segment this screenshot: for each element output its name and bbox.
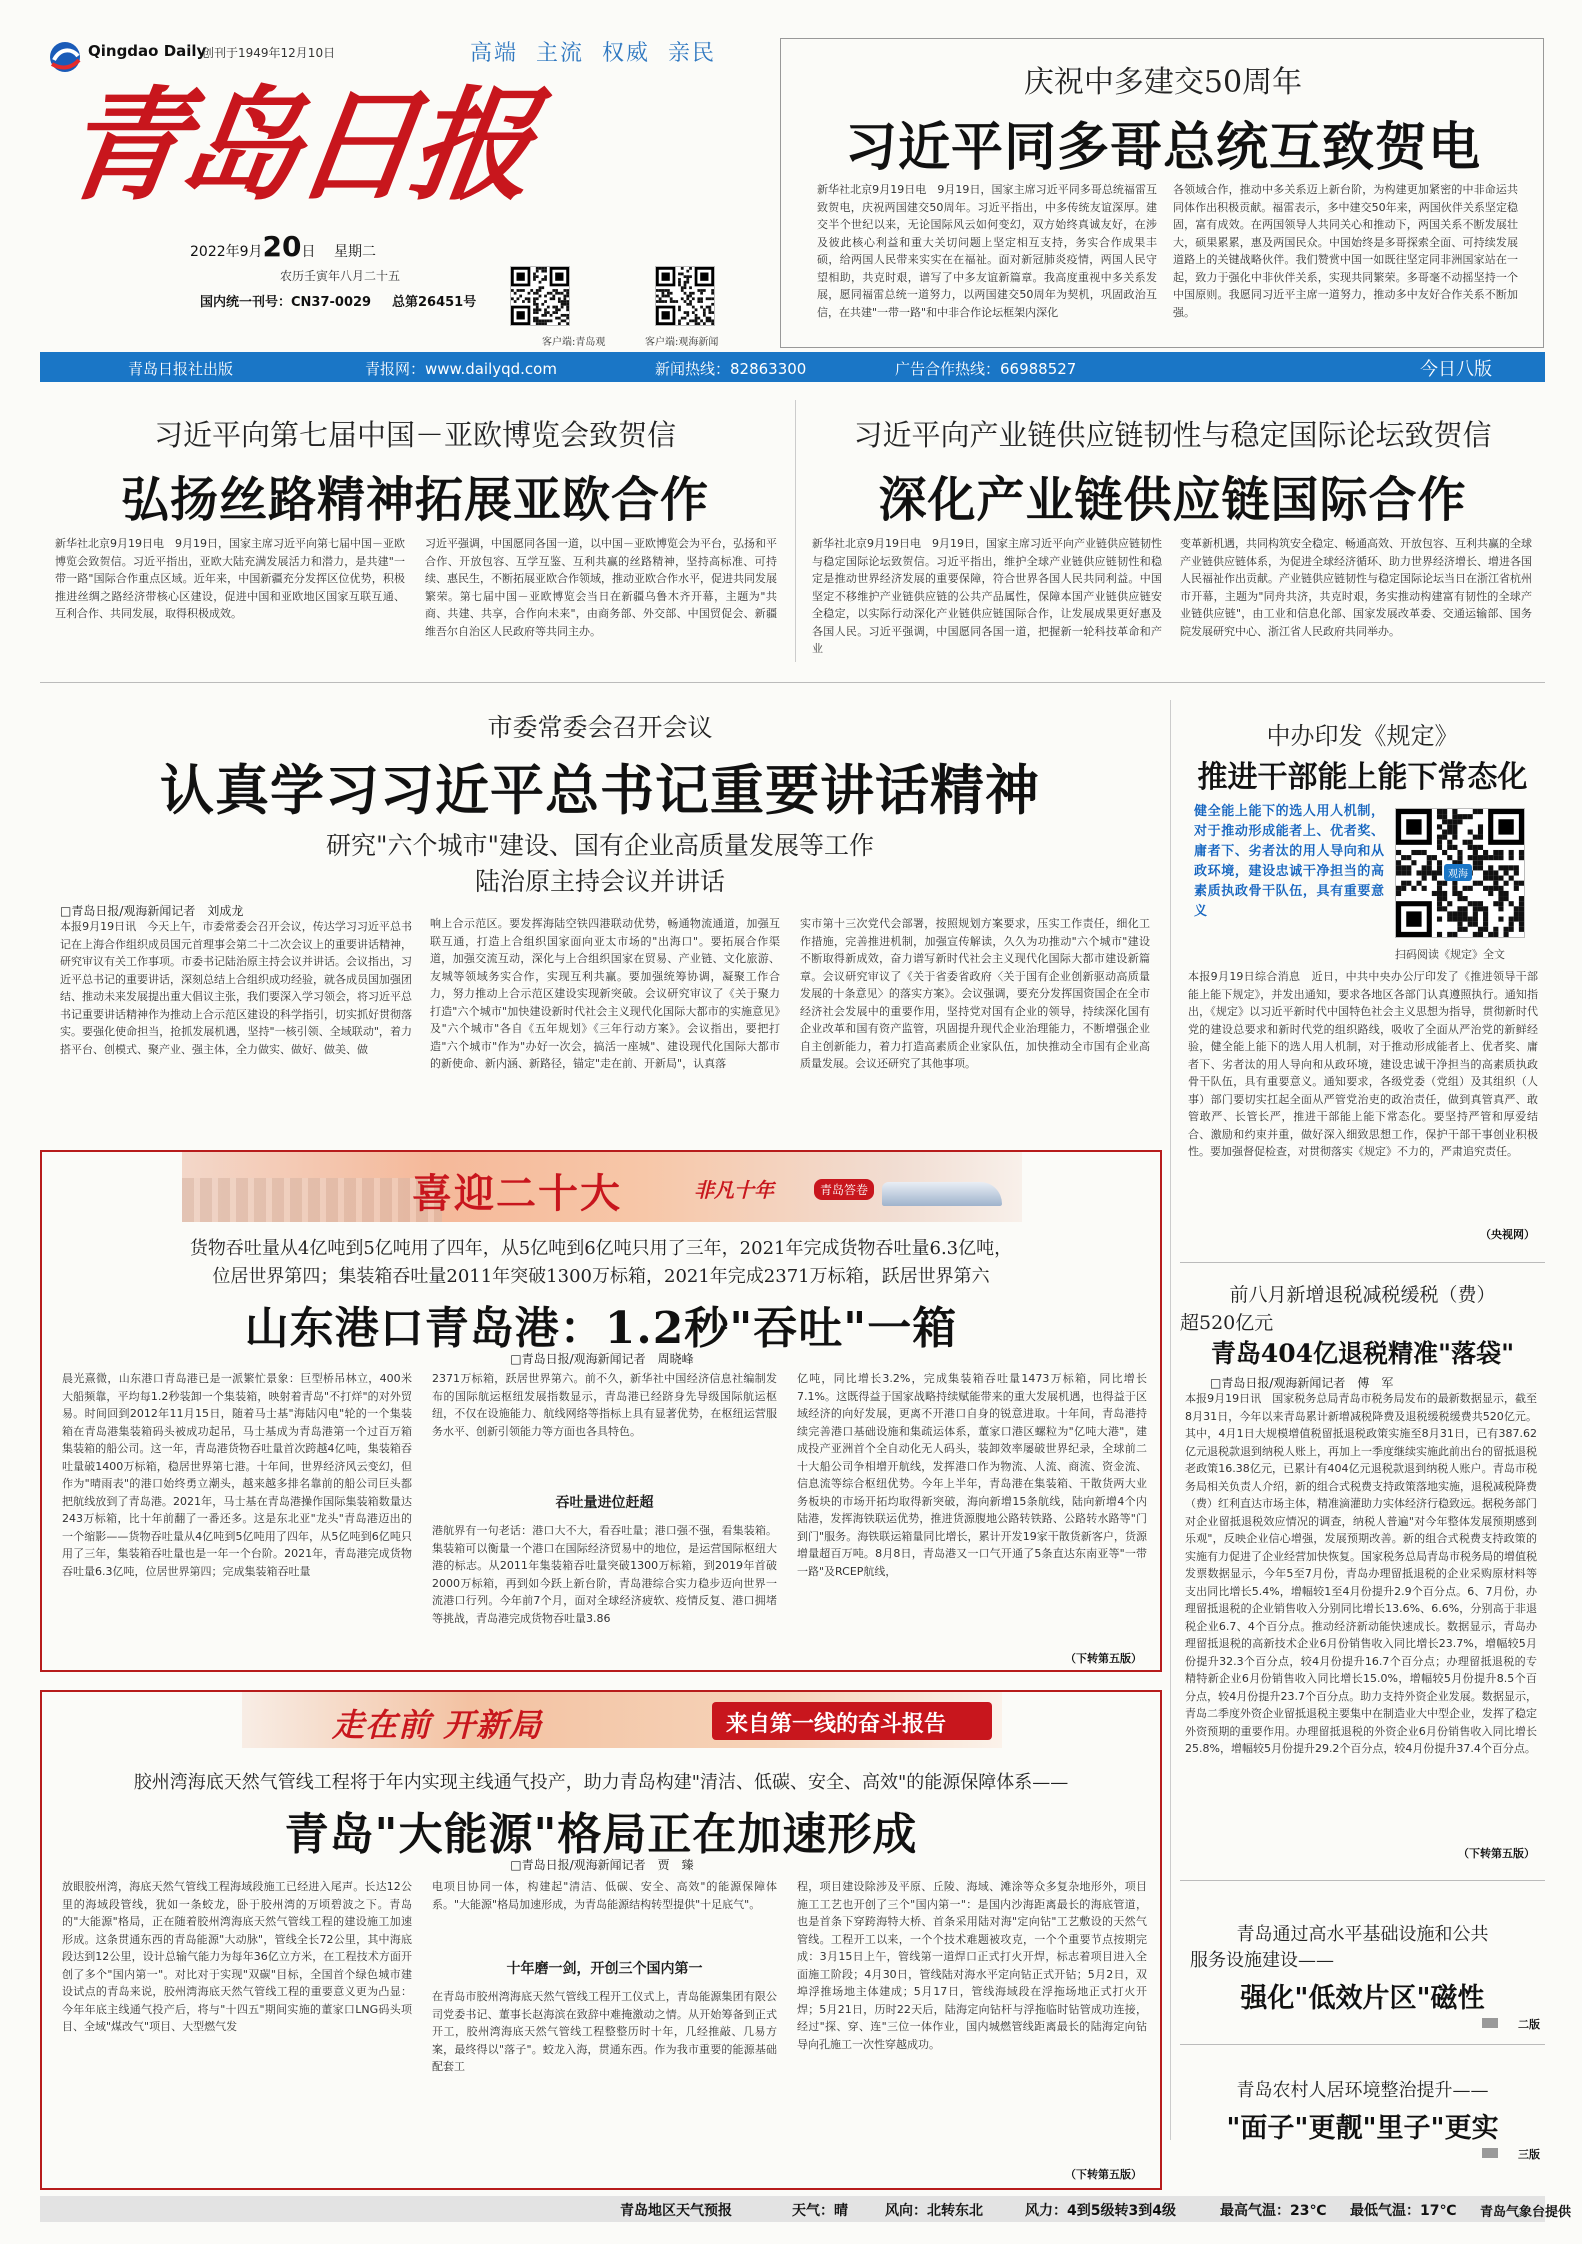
tax-text: 本报9月19日讯 国家税务总局青岛市税务局发布的最新数据显示，截至8月31日，今年以来青岛累计新增减税降费及退税缓税缓费共520亿元。其中，4月1日大规模增值税留抵退税政策实施至8月31日，已有387.62亿元退税款退到纳税人账上，再加上一季度继续实施此前出台的留抵退税老政策16.38亿元，已累计有404亿元退税款退到纳税人账户。青岛市税务局相关负责人介绍，新的组合式税费支持政策落地实施，退税减税降费（费）红利直达市场主体，精准滴灌助力实体经济行稳致远。据税务部门对企业留抵退税效应情况的调查，纳税人普遍"对今年整体发展预期感到乐观"，反映企业信心增强，发展预期改善。新的组合式税费支持政策的实施有力促进了企业经营加快恢复。国家税务总局青岛市税务局的增值税发票数据显示，今年5至7月份，青岛办理留抵退税的企业采购原材料等支出同比增长5.4%，增幅较1至4月份提升2.9个百分点。6、7月份，办理留抵退税的企业销售收入分别同比增长13.6%、6.6%，分别高于非退税企业6.7、4个百分点。推动经济新动能快速成长。数据显示，青岛办理留抵退税的高新技术企业6月份销售收入同比增长23.7%，增幅较5月份提升32.3个百分点，较4月份提升16.7个百分点；办理留抵退税的专精特新企业6月份销售收入同比增长15.0%，增幅较5月份提升8.5个百分点，较4月份提升23.7个百分点。助力支持外资企业发展。数据显示，青岛二季度外资企业留抵退税主要集中在制造业大中型企业，发挥了稳定外资预期的重要作用。办理留抵退税的外资企业6月份销售收入同比增长25.8%，增幅较5月份提升29.2个百分点，较4月份提升37.4个百分点。: [1185, 1392, 1537, 1755]
teaser2-kicker2: 服务设施建设——: [1190, 1950, 1334, 1971]
committee-sub2: 陆治原主持会议并讲话: [474, 867, 725, 896]
teaser3-page-marker: [1482, 2148, 1498, 2158]
slogan: 高端 主流 权威 亲民: [470, 41, 716, 66]
cadre-qr-caption: 扫码阅读《规定》全文: [1395, 948, 1505, 961]
port-headline: 山东港口青岛港：1.2秒"吞吐"一箱: [244, 1303, 958, 1354]
cadre-headline: 推进干部能上能下常态化: [1197, 760, 1528, 795]
eurasia-headline: 弘扬丝路精神拓展亚欧合作: [120, 472, 709, 528]
port-col1: 晨光熹微，山东港口青岛港已是一派繁忙景象：巨型桥吊林立，400米大船频靠，平均每1.2秒装卸一个集装箱，映射着青岛"不打烊"的对外贸易。时间回到2012年11月15日，随着马士基"海陆闪电"轮的一个集装箱在青岛港集装箱码头被成功起吊，马士基成为青岛港第一个过百万箱集装箱的船公司。这一年，青岛港货物吞吐量首次跨越4亿吨，集装箱吞吐量破1400万标箱，稳居世界第七港。十年间，世界经济风云变幻，但作为"晴雨表"的港口始终勇立潮头，越来越多排名靠前的船公司巨头都把航线放到了青岛港。2021年，马士基在青岛港操作国际集装箱数量达243万标箱，比十年前翻了一番还多。这是东北亚"龙头"青岛港迈出的一个缩影——货物吞吐量从4亿吨到5亿吨用了四年，从5亿吨到6亿吨只用了三年，集装箱吞吐量也是一年一个台阶。2021年，青岛港完成货物吞吐量6.3亿吨，位居世界第四；完成集装箱吞吐量: [62, 1372, 412, 1578]
teaser3-kicker: 青岛农村人居环境整治提升——: [1236, 2080, 1489, 2101]
energy-banner-right: [712, 1702, 992, 1740]
supply-kicker: 习近平向产业链供应链韧性与稳定国际论坛致贺信: [853, 418, 1492, 452]
energy-banner-left: 走在前 开新局: [332, 1706, 543, 1744]
date-prefix: 2022年9月: [190, 244, 263, 260]
energy-banner-right-text: 来自第一线的奋斗报告: [726, 1712, 947, 1737]
teaser3-page: 三版: [1518, 2148, 1540, 2161]
energy-continued: （下转第五版）: [1065, 2168, 1142, 2181]
energy-col3: 程，项目建设除涉及平原、丘陵、海域、滩涂等众多复杂地形外，项目施工工艺也开创了三个"国内第一"：是国内沙海距离最长的海底管道，也是首条下穿跨海特大桥、首条采用陆对海"定向钻"工艺敷设的天然气管线。工程开工以来，一个个技术难题被攻克，一个个重要节点按期完成：3月15日上午，管线第一道焊口正式打火开焊，标志着项目进入全面施工阶段；4月30日，管线陆对海水平定向钻正式开钻；5月2日，双埠浮推场地主体建成；5月17日，管线海域段在浮拖场地正式打火开焊；5月21日，历时22天后，陆海定向钻杆与浮拖临时钻管成功连接，经过"探、穿、连"三位一体作业，国内城燃管线距离最长的陆海定向钻导向孔施工一次性穿越成功。: [797, 1880, 1147, 2051]
teaser2-headline: 强化"低效片区"磁性: [1240, 1983, 1485, 2014]
tax-kicker: 前八月新增退税减税缓税（费）: [1229, 1284, 1496, 1306]
lead-story: [780, 38, 1544, 348]
weather-condition: 天气：晴: [792, 2203, 848, 2219]
committee-kicker: 市委常委会召开会议: [487, 713, 713, 742]
port-col2a: 2371万标箱，跃居世界第六。前不久，新华社中国经济信息社编制发布的国际航运枢纽发展指数显示，青岛港已经跻身先导级国际航运枢纽，不仅在设施能力、航线网络等指标上具有显著优势，在枢纽运营服务水平、创新引领能力等方面也各具特色。: [432, 1372, 777, 1438]
publisher-bar: [40, 352, 1545, 382]
tax-continued: （下转第五版）: [1458, 1847, 1535, 1860]
weather-wind-direction: 风向：北转东北: [885, 2203, 983, 2219]
founded-date: 创刊于1949年12月10日: [202, 46, 336, 60]
qr-code-app-1[interactable]: [510, 266, 570, 326]
weather-wind-force: 风力：4到5级转3到4级: [1025, 2203, 1176, 2219]
qr-pattern-1: [511, 267, 569, 325]
page-count: 今日八版: [1420, 359, 1492, 380]
story-supply-chain: [800, 395, 1545, 670]
side1-bottom-rule: [1180, 1262, 1545, 1263]
energy-subhead: 十年磨一剑，开创三个国内第一: [506, 1961, 703, 1977]
lead-headline: 习近平同多哥总统互致贺电: [844, 117, 1481, 178]
supply-text-a: 新华社北京9月19日电 9月19日，国家主席习近平向产业链供应链韧性与稳定国际论坛致贺信。习近平指出，维护全球产业链供应链韧性和稳定是推动世界经济发展的重要保障，符合世界各国人民共同利益。中国坚定不移维护产业链供应链的公共产品属性，保障本国产业链供应链安全稳定，以实际行动深化产业链供应链国际合作，让发展成果更好惠及各国人民。习近平强调，中国愿同各国一道，把握新一轮科技革命和产业: [812, 537, 1162, 655]
qr1-caption: 客户端:青岛观: [542, 337, 606, 348]
story-tax-refund: [1180, 1270, 1545, 1870]
tax-bottom-rule: [1180, 1880, 1545, 1881]
teaser-rural-environment[interactable]: [1180, 2050, 1545, 2190]
cadre-source: （央视网）: [1480, 1228, 1535, 1241]
supply-headline: 深化产业链供应链国际合作: [878, 472, 1467, 528]
port-banner: [182, 1152, 1022, 1222]
weather-footer: [40, 2196, 1572, 2222]
teaser2-page: 二版: [1518, 2018, 1540, 2031]
port-byline: □青岛日报/观海新闻记者 周晓峰: [510, 1352, 694, 1366]
sidebar-divider: [1170, 700, 1171, 2140]
date-suffix: 日: [301, 244, 316, 260]
weather-provider: 青岛气象台提供: [1480, 2205, 1572, 2220]
qr2-caption: 客户端:观海新闻: [645, 337, 719, 348]
energy-col2b: 在青岛市胶州湾海底天然气管线工程开工仪式上，青岛能源集团有限公司党委书记、董事长赵海滨在致辞中难掩激动之情。从开始筹备到正式开工，胶州湾海底天然气管线工程整整历时十年，几经推敲、几易方案，最终得以"落子"。蛟龙入海，贯通东西。作为我市重要的能源基础配套工: [432, 1990, 777, 2073]
row2-divider: [795, 400, 796, 662]
port-col2b: 港航界有一句老话：港口大不大，看吞吐量；港口强不强，看集装箱。集装箱可以衡量一个港口在国际经济贸易中的地位，是运营国际枢纽大港的标志。从2011年集装箱吞吐量突破1300万标箱，到2019年首破2000万标箱，再到如今跃上新台阶，青岛港综合实力稳步迈向世界一流港口行列。今年前7个月，面对全球经济疲软、疫情反复、港口拥堵等挑战，青岛港完成货物吞吐量3.86: [432, 1524, 777, 1625]
story-cadre-rules: [1180, 700, 1545, 1260]
cadre-qr-code[interactable]: [1395, 808, 1525, 938]
committee-headline: 认真学习习近平总书记重要讲话精神: [160, 758, 1040, 822]
cadre-kicker: 中办印发《规定》: [1266, 722, 1459, 750]
supply-text-b: 变革新机遇，共同构筑安全稳定、畅通高效、开放包容、互利共赢的全球产业链供应链体系，为促进全球经济循环、助力世界经济增长、增进各国人民福祉作出贡献。产业链供应链韧性与稳定国际论坛当日在浙江省杭州市开幕，主题为"同舟共济，共克时艰，务实推动构建富有韧性的全球产业链供应链"，由工业和信息化部、国家发展改革委、交通运输部、国务院发展研究中心、浙江省人民政府共同举办。: [1180, 537, 1532, 638]
masthead: [40, 30, 780, 348]
committee-byline: □青岛日报/观海新闻记者 刘成龙: [60, 904, 244, 918]
news-hotline: 新闻热线：82863300: [655, 360, 807, 378]
port-continued: （下转第五版）: [1065, 1652, 1142, 1665]
teaser2-page-marker: [1482, 2018, 1498, 2028]
qr-code-app-2[interactable]: [655, 266, 715, 326]
teaser-low-efficiency[interactable]: [1180, 1890, 1545, 2040]
story-eurasia-expo: [40, 395, 790, 670]
teaser2-kicker1: 青岛通过高水平基础设施和公共: [1236, 1924, 1489, 1945]
weather-min-temp: 最低气温：17℃: [1350, 2203, 1457, 2219]
energy-col1: 放眼胶州湾，海底天然气管线工程海域段施工已经进入尾声。长达12公里的海域段管线，犹如一条蛟龙，卧于胶州湾的万顷碧波之下。青岛的"大能源"格局，正在随着胶州湾海底天然气管线工程的建设施工加速形成。这条贯通东西的青岛能源"大动脉"，管线全长72公里，其中海底段达到12公里，设计总输气能力为每年36亿立方米，在工程技术方面开创了多个"国内第一"。对比对于实现"双碳"目标，全国首个绿色城市建设试点的青岛来说，胶州湾海底天然气管线工程的重要意义更为凸显：今年年底主线通气投产后，将与"十四五"期间实施的董家口LNG码头项目、全域"煤改气"项目、大型燃气发: [62, 1880, 412, 2033]
committee-sub1: 研究"六个城市"建设、国有企业高质量发展等工作: [326, 831, 874, 860]
port-banner-title: 喜迎二十大: [412, 1170, 622, 1217]
publisher: 青岛日报社出版: [128, 360, 234, 378]
lead-kicker: 庆祝中多建交50周年: [1023, 65, 1303, 100]
port-subhead: 吞吐量进位赶超: [555, 1495, 654, 1511]
teaser3-headline: "面子"更靓"里子"更实: [1226, 2113, 1499, 2144]
date-day: 20: [262, 230, 302, 263]
eurasia-text-b: 习近平强调，中国愿同各国一道，以中国－亚欧博览会为平台，弘扬和平合作、开放包容、互学互鉴、互利共赢的丝路精神，坚持高标准、可持续、惠民生，不断拓展亚欧合作领域，推动亚欧合作水平，促进共同发展繁荣。第七届中国－亚欧博览会当日在新疆乌鲁木齐开幕，主题为"共商、共建、共享，合作向未来"，由商务部、外交部、中国贸促会、新疆维吾尔自治区人民政府等共同主办。: [425, 537, 777, 638]
energy-byline: □青岛日报/观海新闻记者 贾 臻: [510, 1858, 694, 1872]
committee-col1: 本报9月19日讯 今天上午，市委常委会召开会议，传达学习习近平总书记在上海合作组织成员国元首理事会第二十二次会议上的重要讲话精神，研究审议有关工作事项。市委书记陆治原主持会议并讲话。会议指出，习近平总书记的重要讲话，深刻总结上合组织成功经验，就各成员国加强团结、推动未来发展提出重大倡议主张，我们要深入学习领会，将习近平总书记重要讲话精神作为推动上合示范区建设的科学指引，切实抓好贯彻落实。要强化使命担当，抢抓发展机遇，坚持"一核引领、全域联动"，着力搭平台、创模式、聚产业、强主体，全力做实、做好、做美、做: [60, 920, 412, 1056]
eurasia-kicker: 习近平向第七届中国－亚欧博览会致贺信: [153, 418, 676, 452]
website-link[interactable]: 青报网：www.dailyqd.com: [365, 360, 557, 378]
weather-label: 青岛地区天气预报: [620, 2203, 732, 2219]
ad-hotline: 广告合作热线：66988527: [895, 360, 1077, 378]
cadre-text: 本报9月19日综合消息 近日，中共中央办公厅印发了《推进领导干部能上能下规定》，并发出通知，要求各地区各部门认真遵照执行。通知指出，《规定》以习近平新时代中国特色社会主义思想为指导，贯彻新时代党的建设总要求和新时代党的组织路线，吸收了全面从严治党的新鲜经验，健全能上能下的选人用人机制，对于推动形成能者上、优者奖、庸者下、劣者汰的用人导向和从政环境，建设忠诚干净担当的高素质执政骨干队伍，具有重要意义。通知要求，各级党委（党组）及其组织（人事）部门要切实扛起全面从严管党治吏的政治责任，做到真管真严、敢管敢严、长管长严，推进干部能上能下常态化。要坚持严管和厚爱结合、激励和约束并重，做好深入细致思想工作，保护干部干事创业积极性。要加强督促检查，对贯彻落实《规定》不力的，严肃追究责任。: [1188, 970, 1538, 1158]
row2-bottom-rule: [40, 682, 1545, 683]
energy-section: [40, 1690, 1162, 2190]
committee-col2: 响上合示范区。要发挥海陆空铁四港联动优势，畅通物流通道，加强互联互通，打造上合组织国家面向亚太市场的"出海口"。要拓展合作渠道，加强交流互动，深化与上合组织国家在贸易、产业链、文化旅游、友城等领域务实合作，实现互利共赢。要加强统筹协调，凝聚工作合力，努力推动上合示范区建设实现新突破。会议研究审议了《关于聚力打造"六个城市"加快建设新时代社会主义现代化国际大都市的实施意见》及"六个城市"各自《五年规划》《三年行动方案》。会议指出，要把打造"六个城市"作为"办好一次会，搞活一座城"、建设现代化国际大都市的新使命、新内涵、新路径，锚定"走在前、开新局"，认真落: [430, 917, 780, 1070]
lunar-date: 农历壬寅年八月二十五: [280, 269, 401, 283]
cadre-qr-badge: 观海: [1444, 864, 1472, 881]
port-deck-line1: 货物吞吐量从4亿吨到5亿吨用了四年，从5亿吨到6亿吨只用了三年，2021年完成货物吞吐量6.3亿吨，: [189, 1238, 1013, 1259]
tax-kicker2: 超520亿元: [1180, 1312, 1274, 1334]
qr-pattern-2: [656, 267, 714, 325]
port-col3: 亿吨，同比增长3.2%，完成集装箱吞吐量1473万标箱，同比增长7.1%。这既得益于国家战略持续赋能带来的重大发展机遇，也得益于区域经济的向好发展，更离不开港口自身的锐意进取。十年间，青岛港持续完善港口基础设施和集疏运体系，董家口港区螺粒为"亿吨大港"，建成投产亚洲首个全自动化无人码头，装卸效率屡破世界纪录，全球前二十大船公司争相增开航线，发挥港口作为物流、人流、商流、资金流、信息流等综合枢纽优势。今年上半年，青岛港在集装箱、干散货两大业务板块的市场开拓均取得新突破，海向新增15条航线，陆向新增4个内陆港，发挥海铁联运优势，推进货源腹地公路转铁路、公路转水路等"门到门"服务。海铁联运箱量同比增长，累计开发19家干散货新客户，货源增量超百万吨。8月8日，青岛港又一口气开通了5条直达东南亚等"一带一路"及RCEP航线，: [797, 1372, 1147, 1578]
teaser-rule: [1180, 2044, 1545, 2045]
port-deck-line2: 位居世界第四；集装箱吞吐量2011年突破1300万标箱，2021年完成2371万标箱，跃居世界第六: [212, 1266, 990, 1287]
port-section: [40, 1150, 1162, 1672]
port-banner-tag: 青岛答卷: [814, 1179, 874, 1200]
lead-text-right: 各领域合作，推动中多关系迈上新台阶，为构建更加紧密的中非命运共同体作出积极贡献。福雷表示，多中建交50年来，两国伙伴关系坚定稳固，富有成效。在两国领导人共同关心和推动下，两国关系不断发展壮大，硕果累累，惠及两国民众。中国始终是多哥探索全面、可持续发展道路上的关键战略伙伴。我们赞赏中国一如既往坚定同非洲国家站在一起，致力于强化中非伙伴关系，实现共同繁荣。多哥毫不动摇坚持一个中国原则。我愿同习近平主席一道努力，推动多中友好合作关系不断加强。: [1173, 183, 1518, 319]
lead-text-left: 新华社北京9月19日电 9月19日，国家主席习近平同多哥总统福雷互致贺电，庆祝两国建交50周年。习近平指出，中多传统友谊深厚。建交半个世纪以来，无论国际风云如何变幻，双方始终真诚友好，在涉及彼此核心利益和重大关切问题上坚定相互支持，务实合作成果丰硕，给两国人民带来实实在在福祉。面对新冠肺炎疫情，两国人民守望相助，共克时艰，谱写了中多友谊新篇章。我高度重视中多关系发展，愿同福雷总统一道努力，以两国建交50周年为契机，巩固政治互信，在共建"一带一路"和中非合作论坛框架内深化: [817, 183, 1157, 319]
eurasia-text-a: 新华社北京9月19日电 9月19日，国家主席习近平向第七届中国－亚欧博览会致贺信。习近平指出，亚欧大陆充满发展活力和潜力，是共建"一带一路"国际合作重点区域。近年来，中国新疆充分发挥区位优势，积极推进丝绸之路经济带核心区建设，促进中国和亚欧地区国家互联互通、互利合作、共同发展，取得积极成效。: [55, 537, 405, 620]
issn: 国内统一刊号：CN37-0029: [200, 295, 372, 310]
tax-headline: 青岛404亿退税精准"落袋": [1210, 1339, 1515, 1368]
brand-en: Qingdao Daily: [88, 42, 207, 60]
energy-headline: 青岛"大能源"格局正在加速形成: [284, 1809, 918, 1860]
port-banner-skyline: [182, 1178, 442, 1222]
committee-col3: 实市第十三次党代会部署，按照规划方案要求，压实工作责任，细化工作措施，完善推进机制，加强宣传解读，久久为功推动"六个城市"建设不断取得新成效，奋力谱写新时代社会主义现代化国际大都市建设新篇章。会议研究审议了《关于省委省政府〈关于国有企业创新驱动高质量发展的十条意见〉的落实方案》。会议强调，要充分发挥国资国企在全市经济社会发展中的重要作用，坚持党对国有企业的领导，持续深化国有企业改革和国有资产监管，巩固提升现代企业治理能力，不断增强企业自主创新能力，着力打造高素质企业家队伍，加快推动全市国有企业高质量发展。会议还研究了其他事项。: [800, 917, 1150, 1070]
energy-deck: 胶州湾海底天然气管线工程将于年内实现主线通气投产，助力青岛构建"清洁、低碳、安全、高效"的能源保障体系——: [133, 1772, 1069, 1793]
energy-banner: [242, 1692, 1002, 1748]
issue-date: [190, 230, 376, 263]
tax-byline: □青岛日报/观海新闻记者 傅 军: [1210, 1376, 1394, 1390]
cadre-highlight: 健全能上能下的选人用人机制，对于推动形成能者上、优者奖、庸者下、劣者汰的用人导向和从政环境，建设忠诚干净担当的高素质执政骨干队伍，具有重要意义: [1194, 804, 1384, 919]
story-standing-committee: [40, 690, 1160, 1145]
energy-col2a: 电项目协同一体，构建起"清洁、低碳、安全、高效"的能源保障体系。"大能源"格局加速形成，为青岛能源结构转型提供"十足底气"。: [432, 1880, 777, 1911]
masthead-globe-icon: [48, 40, 82, 74]
train-illustration-icon: [882, 1182, 1002, 1206]
masthead-logo: 青岛日报: [53, 73, 539, 217]
weekday: 星期二: [333, 244, 376, 260]
issue-number: 总第26451号: [392, 295, 477, 310]
weather-max-temp: 最高气温：23℃: [1220, 2203, 1327, 2219]
port-banner-subtitle: 非凡十年: [694, 1178, 774, 1202]
